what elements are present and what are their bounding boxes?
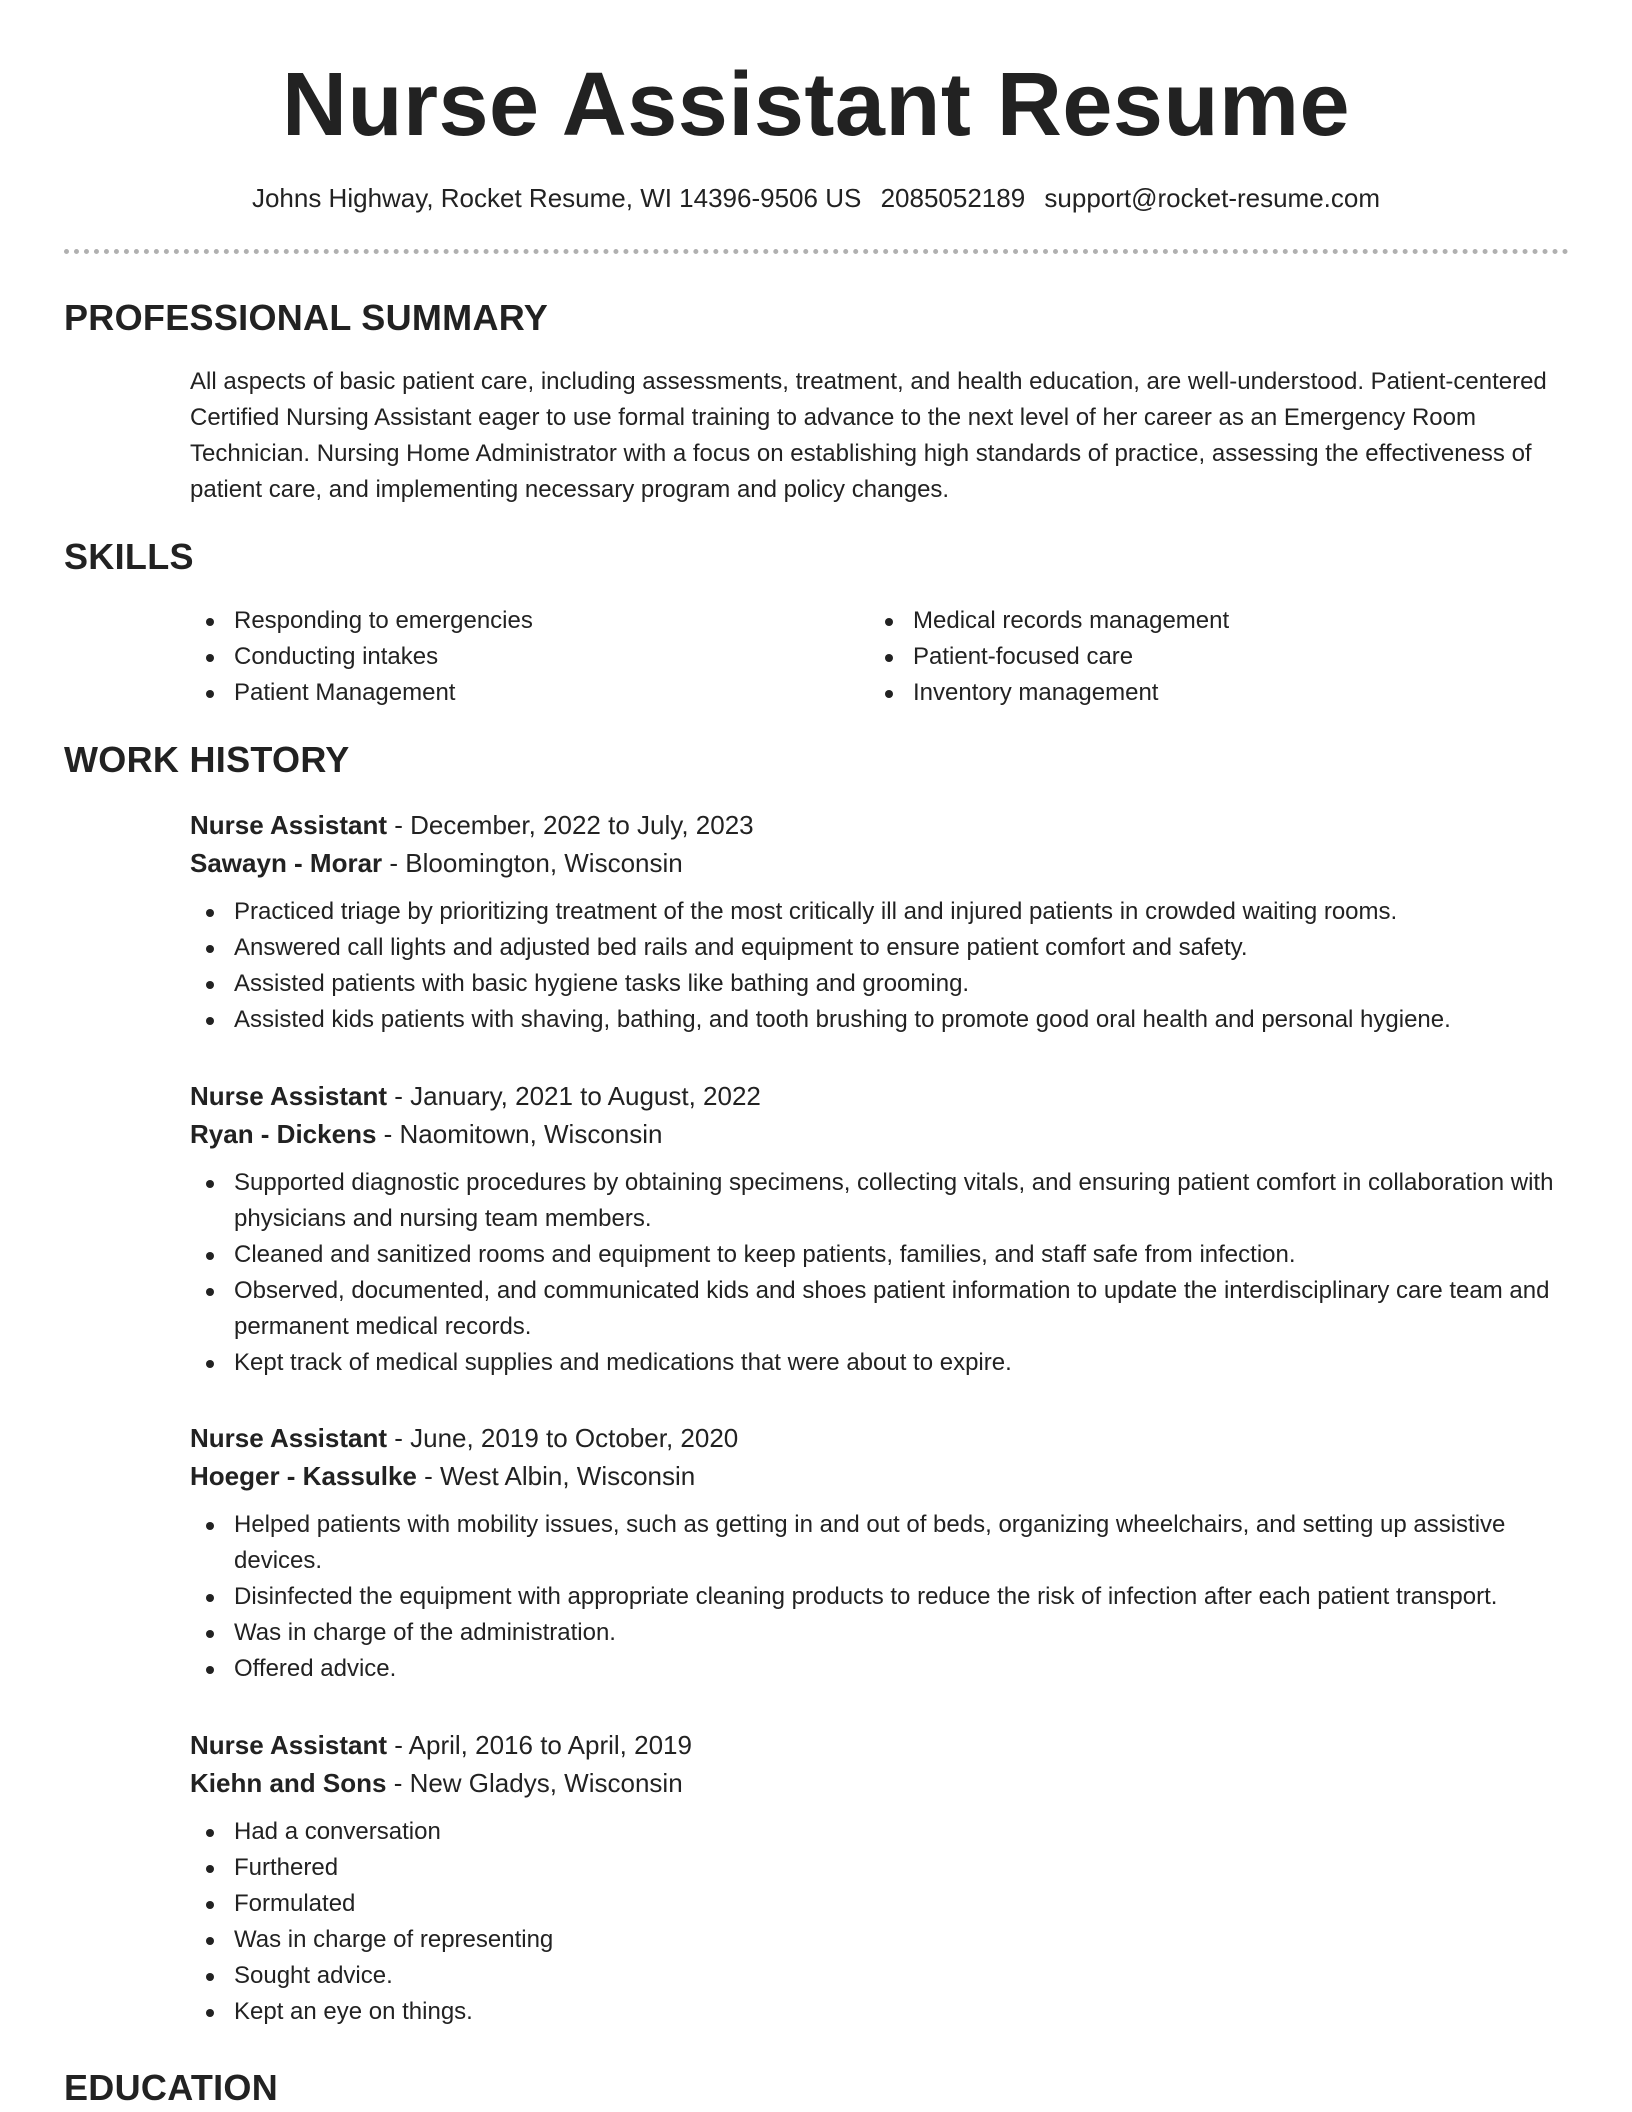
job-company-line: [190, 844, 1570, 882]
skill-item: Inventory management: [869, 675, 1489, 711]
job-dates: - June, 2019 to October, 2020: [387, 1423, 739, 1453]
skill-item: Patient Management: [190, 675, 810, 711]
job-duty: Practiced triage by prioritizing treatment of the most critically ill and injured patients in crowded waiting rooms.: [190, 894, 1570, 930]
job-title: Nurse Assistant: [190, 1730, 387, 1760]
job-title: Nurse Assistant: [190, 810, 387, 840]
job-dates: - January, 2021 to August, 2022: [387, 1081, 761, 1111]
work-history-heading: WORK HISTORY: [64, 739, 350, 780]
contact-info: [0, 180, 1632, 216]
job-title: Nurse Assistant: [190, 1081, 387, 1111]
summary-text: All aspects of basic patient care, including assessments, treatment, and health education, are well-understood. Patient-centered Certified Nursing Assistant eager to use formal training to advance to the next level of her career as an Emergency Room Technician. Nursing Home Administrator with a focus on establishing high standards of practice, assessing the effectiveness of patient care, and implementing necessary program and policy changes.: [190, 368, 1547, 503]
job-duty: Disinfected the equipment with appropriate cleaning products to reduce the risk of infection after each patient transport.: [190, 1579, 1570, 1615]
job-duty: Supported diagnostic procedures by obtaining specimens, collecting vitals, and ensuring patient comfort in collaboration with physicians and nursing team members.: [190, 1165, 1570, 1237]
job-company: Hoeger - Kassulke: [190, 1461, 417, 1491]
job-duty: Had a conversation: [190, 1814, 1570, 1850]
job-company-line: [190, 1115, 1570, 1153]
job-duty: Was in charge of representing: [190, 1922, 1570, 1958]
job-duties: [190, 1165, 1570, 1381]
contact-email: support@rocket-resume.com: [1044, 183, 1381, 213]
job-duty: Formulated: [190, 1886, 1570, 1922]
job-duty: Observed, documented, and communicated kids and shoes patient information to update the interdisciplinary care team and permanent medical records.: [190, 1273, 1570, 1345]
header-divider: [64, 249, 1569, 254]
contact-phone: 2085052189: [880, 183, 1026, 213]
job-entry: [190, 1077, 1570, 1381]
job-dates: - April, 2016 to April, 2019: [387, 1730, 692, 1760]
job-duty: Helped patients with mobility issues, such as getting in and out of beds, organizing wheelchairs, and setting up assistive devices.: [190, 1507, 1570, 1579]
skill-item: Conducting intakes: [190, 639, 810, 675]
job-duties: [190, 894, 1570, 1038]
job-dates: - December, 2022 to July, 2023: [387, 810, 754, 840]
skill-item: Responding to emergencies: [190, 603, 810, 639]
job-company-line: [190, 1457, 1570, 1495]
job-title-line: [190, 806, 1570, 844]
job-location: - Bloomington, Wisconsin: [382, 848, 683, 878]
job-duties: [190, 1814, 1570, 2030]
job-location: - West Albin, Wisconsin: [416, 1461, 696, 1491]
job-company: Ryan - Dickens: [190, 1119, 377, 1149]
job-duty: Offered advice.: [190, 1651, 1570, 1687]
contact-address: Johns Highway, Rocket Resume, WI 14396-9506 US: [251, 183, 862, 213]
job-duty: Kept an eye on things.: [190, 1994, 1570, 2030]
job-title-line: [190, 1726, 1570, 1764]
job-title: Nurse Assistant: [190, 1423, 387, 1453]
job-entry: [190, 1726, 1570, 2030]
job-duty: Was in charge of the administration.: [190, 1615, 1570, 1651]
job-title-line: [190, 1419, 1570, 1457]
job-entry: [190, 806, 1570, 1038]
job-company-line: [190, 1764, 1570, 1802]
skill-item: Patient-focused care: [869, 639, 1489, 675]
job-location: - Naomitown, Wisconsin: [376, 1119, 663, 1149]
job-duty: Assisted kids patients with shaving, bathing, and tooth brushing to promote good oral health and personal hygiene.: [190, 1002, 1570, 1038]
job-duty: Kept track of medical supplies and medications that were about to expire.: [190, 1345, 1570, 1381]
job-duty: Cleaned and sanitized rooms and equipment to keep patients, families, and staff safe from infection.: [190, 1237, 1570, 1273]
resume-title: Nurse Assistant Resume: [281, 55, 1351, 155]
education-heading: EDUCATION: [64, 2067, 279, 2108]
job-duty: Furthered: [190, 1850, 1570, 1886]
skills-column-right: [869, 603, 1489, 711]
job-company: Sawayn - Morar: [190, 848, 383, 878]
job-entry: [190, 1419, 1570, 1687]
skills-heading: SKILLS: [64, 536, 194, 577]
job-duty: Assisted patients with basic hygiene tasks like bathing and grooming.: [190, 966, 1570, 1002]
job-location: - New Gladys, Wisconsin: [386, 1768, 683, 1798]
job-duty: Answered call lights and adjusted bed rails and equipment to ensure patient comfort and safety.: [190, 930, 1570, 966]
job-title-line: [190, 1077, 1570, 1115]
job-duty: Sought advice.: [190, 1958, 1570, 1994]
job-duties: [190, 1507, 1570, 1687]
summary-heading: PROFESSIONAL SUMMARY: [64, 297, 549, 338]
job-company: Kiehn and Sons: [190, 1768, 387, 1798]
skills-column-left: [190, 603, 810, 711]
skill-item: Medical records management: [869, 603, 1489, 639]
